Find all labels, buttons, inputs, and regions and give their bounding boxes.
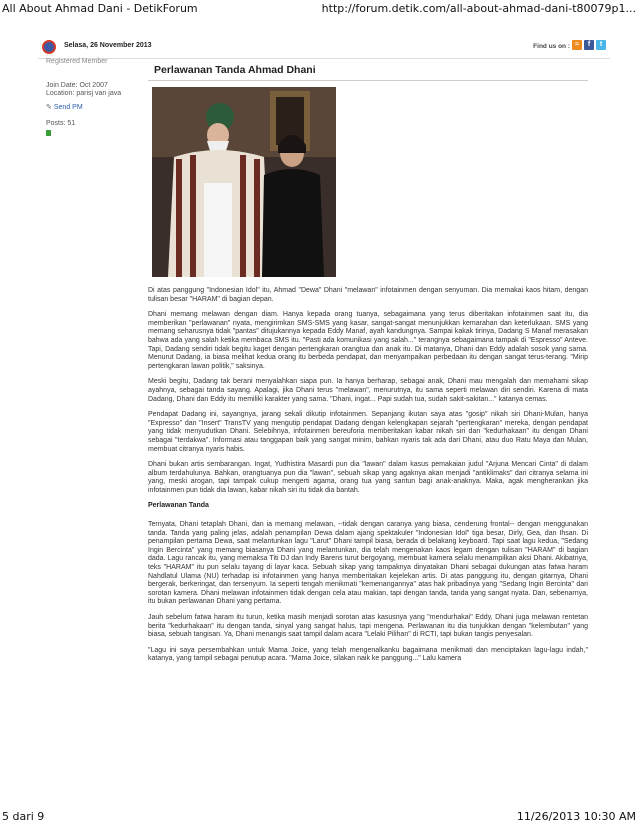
article-paragraph: Ternyata, Dhani tetaplah Dhani, dan ia memang melawan, --tidak dengan caranya yang biasa, cenderung frontal-- dengan menggunakan tanda. Tanda yang paling jelas, adalah penampilan Dewa dalam ajang spektakuler "Indonesian Idol" tiga besar, Dirly, Gea, dan Ihsan. Di penampilan pertama Dewa, saat melantunkan lagu "Larut" Dhani tampil biasa, berada di belakang keyboard. Tapi saat lagu kedua, "Sedang Ingin Bercinta" yang memang biasanya Dhani yang melantunkan, dia telah mengenakan kaos legam dengan tulisan "HARAM" di bagian dada. Lagu rancak itu, yang memaksa Titi DJ dan Indy Barens turut bergoyang, membuat kamera selalu menampilkan aksi Dhani. Akibatnya, teks "HARAM" itu pun selalu tayang di layar kaca. Sebuah sikap yang tampaknya dinyatakan Dhani sebagai dukungan atas fatwa haram Nahdlatul Ulama (NU) terhadap isi infotainmen yang hanya memberitakan kejelekan artis. Di atas panggung itu, dengan gitarnya, Dhani bergerak, berkeringat, dan tersenyum. Ia seperti tengah menikmati "kemenangannya" atas hak pribadinya yang "Sedang Ingin Bercinta" dari sorotan kamera. Dhani melawan infotainmen tidak dengan cela atau makian, tapi dengan tanda, tanda yang sangat nyata. Dan, sebenarnya, itu bukan perlawanan Dhani yang pertama. [148, 521, 588, 606]
user-panel [46, 58, 138, 136]
article-paragraph: Dhani memang melawan dengan diam. Hanya kepada orang tuanya, sebagaimana yang terus diberitakan infotainmen saat itu, dia memberikan "perlawanan" nyata, mengirimkan SMS-SMS yang kasar, sangat-sangat menunjukkan kemarahan dan keterlukaan. SMS yang memang seharusnya tidak "pantas" ditujukannya kepada Eddy Manaf, ayah kandungnya. Sampai kakak tirinya, Dadang S Manaf merasakan bahwa ada yang salah ketika membaca SMS itu. "Pasti ada komunikasi yang salah..." terangnya sebagaimana tampak di "Espresso" Anteve. Tapi, Dadang sendiri tidak begitu kaget dengan pertengkaran orangtua dan anak itu. Di matanya, Dhani dan Eddy adalah sosok yang sama. Menurut Dadang, ia biasa melihat kedua orang itu berbeda pendapat, dan menyampaikan perbedaan itu dengan sangat terus-terang. "Mirip pertengkaran lawan politik," saksinya. [148, 311, 588, 370]
user-role: Registered Member [46, 58, 108, 65]
forum-page [38, 36, 610, 806]
article-paragraph: "Lagu ini saya persembahkan untuk Mama Joice, yang telah mengenalkanku bagaimana menikmati dan menciptakan lagu-lagu indah," katanya, yang tampil sebagai penutup acara. "Mama Joice, silakan naik ke panggung..." Lalu kamera [148, 646, 588, 663]
send-pm-link[interactable]: ✎ Send PM [46, 104, 138, 112]
print-header [0, 2, 638, 18]
print-page-url: http://forum.detik.com/all-about-ahmad-dani-t80079p1... [321, 2, 636, 15]
post-content [148, 58, 588, 671]
article-paragraph: Jauh sebelum fatwa haram itu turun, ketika masih menjadi sorotan atas kasusnya yang "mendurhakai" Eddy, Dhani juga melawan rentetan berita "kedurhakaan" itu dengan tanda, sinyal yang sangat halus, tapi mengena. Perlawanan itu dia tunjukkan dengan "kelembutan" yang biasa, sebuah tangisan. Ya, Dhani menangis saat tampil dalam acara "Lelaki Pilihan" di RCTI, tapi bukan tangis penyesalan. [148, 614, 588, 639]
article-photo [152, 87, 336, 277]
article-title: Perlawanan Tanda Ahmad Dhani [154, 64, 316, 76]
article-paragraph: Pendapat Dadang ini, sayangnya, jarang sekali dikutip infotainmen. Sepanjang ikutan saya atas "gosip" nikah siri Dhani-Mulan, hanya "Expresso" dan "Insert" TransTV yang mengutip pendapat Dadang dengan kelengkapan sejarah "pertengkaran" mereka, dengan pendapat yang tidak menyudutkan Dhani. Selebihnya, infotainmen bereuforia memberitakan kabar nikah siri dan "kedurhakaan" itu dengan Dhani sebagai "terdakwa". Informasi atau tanggapan baik yang sangat minim, bahkan nyaris tak ada dari Dhani, atau duo Ratu Maya dan Mulan, membuat citranya nyaris habis. [148, 411, 588, 453]
article-subheading: Perlawanan Tanda [148, 502, 209, 510]
join-date: Join Date: Oct 2007 [46, 82, 108, 89]
detik-logo-icon[interactable] [42, 40, 56, 54]
find-us-label: Find us on : [533, 43, 570, 50]
print-footer [0, 810, 638, 826]
facebook-icon[interactable]: f [584, 40, 594, 50]
title-divider [148, 80, 588, 81]
twitter-icon[interactable]: t [596, 40, 606, 50]
print-page-title: All About Ahmad Dani - DetikForum [2, 2, 198, 15]
print-page-number: 5 dari 9 [2, 810, 45, 823]
article-paragraph: Dhani bukan artis sembarangan. Ingat, Yudhistira Masardi pun dia "lawan" dalam kasus pemakaian judul "Arjuna Mencari Cinta" di dalam album terdahulunya. Bahkan, orangtuanya pun dia "lawan", sebuah sikap yang agaknya akan menjadi "antiklimaks" dari citranya selama ini yang, meski arogan, tapi tampak cukup mengerti agama, orang tua yang santun bagi anak-anaknya. Maka, agak mengherankan jika infotainmen pun tidak dia lawan, kabar nikah siri itu tidak dia bantah. [148, 461, 588, 494]
article-paragraph: Meski begitu, Dadang tak berani menyalahkan siapa pun. Ia hanya berharap, sebagai anak, Dhani mau mengalah dan memahami sikap ayahnya, sebagai tanda sayang. Apalagi, jika Dhani terus "melawan", menurutnya, itu sama seperti melawan diri sendiri. Karena di mata Dadang, Dhani dan Eddy itu memiliki karakter yang sama. "Dhani, ingat... Papi sudah tua, sudah sakit-sakitan..." katanya cemas. [148, 378, 588, 403]
article-paragraph: Di atas panggung "Indonesian Idol" itu, Ahmad "Dewa" Dhani "melawan" infotainmen dengan senyuman. Dia memakai kaos hitam, dengan tulisan besar "HARAM" di bagian depan. [148, 287, 588, 303]
top-bar [38, 36, 610, 59]
user-location: Location: parisj van java [46, 90, 122, 97]
reputation-icon [46, 130, 51, 136]
current-date: Selasa, 26 November 2013 [64, 42, 152, 49]
rss-icon[interactable]: ≈ [572, 40, 582, 50]
article-body [148, 287, 588, 664]
print-datetime: 11/26/2013 10:30 AM [516, 810, 636, 823]
post-count: Posts: 51 [46, 120, 76, 127]
